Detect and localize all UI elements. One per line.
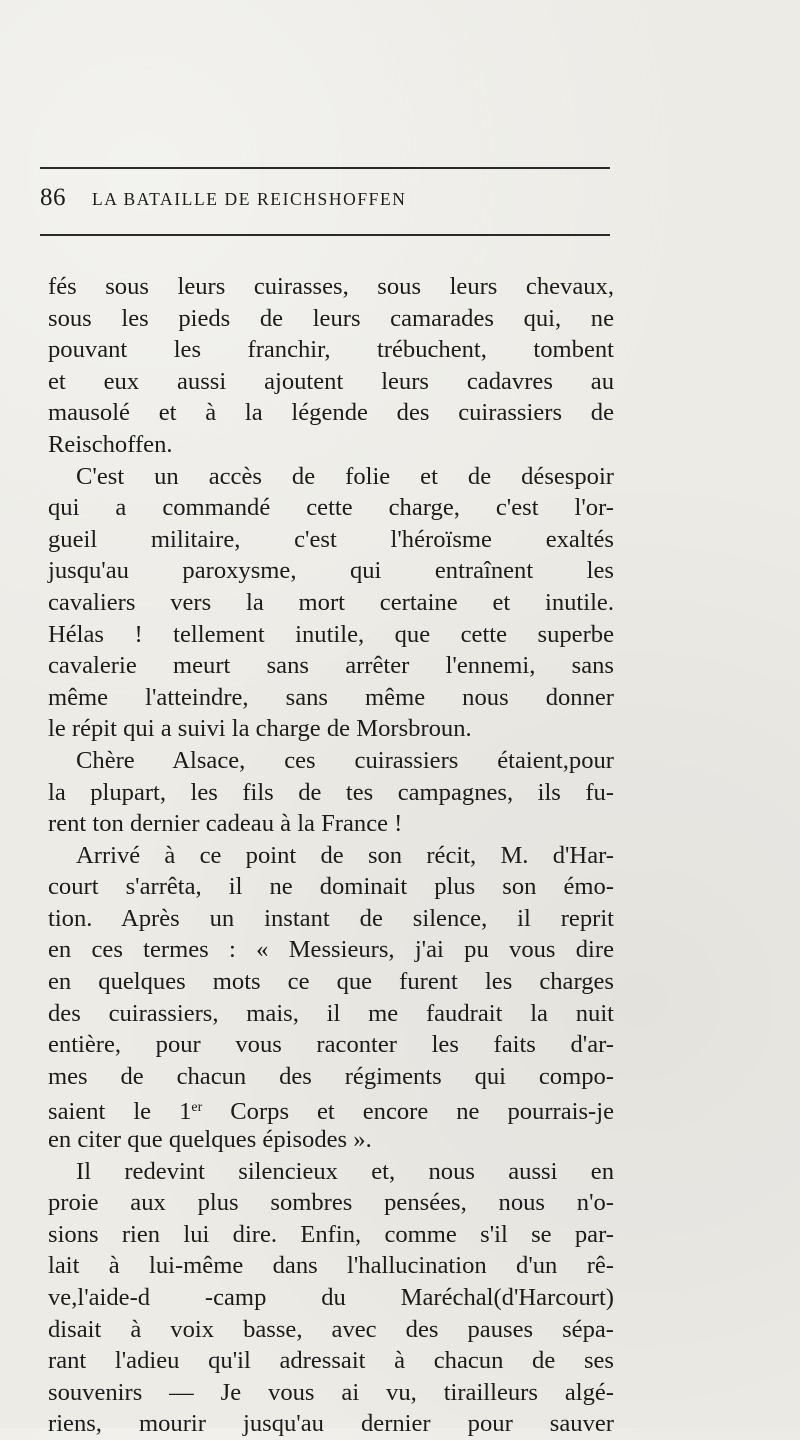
text-line: C'est un accès de folie et de désespoir xyxy=(76,462,614,490)
paragraph xyxy=(48,745,614,840)
text-line: tion. Après un instant de silence, il reprit xyxy=(48,904,614,932)
ordinal-superscript: er xyxy=(191,1100,203,1116)
running-head xyxy=(40,184,610,218)
text-line: proie aux plus sombres pensées, nous n'o- xyxy=(48,1189,614,1217)
text-line: saient le 1er Corps et encore ne pourrais-je xyxy=(48,1098,614,1126)
paragraph xyxy=(48,1156,614,1440)
text-line: court s'arrêta, il ne dominait plus son émo- xyxy=(48,873,614,901)
text-line: disait à voix basse, avec des pauses sépa- xyxy=(48,1315,614,1343)
text-line: sous les pieds de leurs camarades qui, ne xyxy=(48,304,614,332)
text-line: Arrivé à ce point de son récit, M. d'Har- xyxy=(76,841,614,869)
text-line: entière, pour vous raconter les faits d'ar- xyxy=(48,1031,614,1059)
running-title: LA BATAILLE DE REICHSHOFFEN xyxy=(92,189,407,209)
text-line: mausolé et à la légende des cuirassiers de xyxy=(48,399,614,427)
text-line: fés sous leurs cuirasses, sous leurs chevaux, xyxy=(48,273,614,300)
text-line: rant l'adieu qu'il adressait à chacun de ses xyxy=(48,1347,614,1375)
text-line: lait à lui-même dans l'hallucination d'un rê- xyxy=(48,1252,614,1280)
header-rule-top xyxy=(40,167,610,169)
text-line: mes de chacun des régiments qui compo- xyxy=(48,1062,614,1090)
text-line: même l'atteindre, sans même nous donner xyxy=(48,683,614,711)
text-line: Chère Alsace, ces cuirassiers étaient,pour xyxy=(76,746,614,774)
text-line: riens, mourir jusqu'au dernier pour sauver xyxy=(48,1410,614,1438)
text-line: et eux aussi ajoutent leurs cadavres au xyxy=(48,367,614,395)
text-line: en citer que quelques épisodes ». xyxy=(48,1126,372,1154)
text-line: le répit qui a suivi la charge de Morsbroun. xyxy=(48,715,472,743)
text-line: souvenirs — Je vous ai vu, tirailleurs algé- xyxy=(48,1378,614,1406)
text-line: qui a commandé cette charge, c'est l'or- xyxy=(48,494,614,522)
text-line: des cuirassiers, mais, il me faudrait la nuit xyxy=(48,999,614,1027)
text-line: gueil militaire, c'est l'héroïsme exaltés xyxy=(48,525,614,553)
text-line: cavalerie meurt sans arrêter l'ennemi, sans xyxy=(48,652,614,680)
text-line: jusqu'au paroxysme, qui entraînent les xyxy=(48,557,614,585)
text-line: Reischoffen. xyxy=(48,430,173,458)
text-line: ve,l'aide-d -camp du Maréchal(d'Harcourt) xyxy=(48,1284,614,1311)
text-line: Il redevint silencieux et, nous aussi en xyxy=(76,1157,614,1185)
paragraph xyxy=(48,840,614,1156)
body-text xyxy=(48,271,614,1440)
paragraph xyxy=(48,461,614,745)
paragraph xyxy=(48,271,614,461)
text-line: pouvant les franchir, trébuchent, tombent xyxy=(48,336,614,364)
header-rule-bottom xyxy=(40,234,610,236)
text-line: rent ton dernier cadeau à la France ! xyxy=(48,810,403,838)
text-line: sions rien lui dire. Enfin, comme s'il se par- xyxy=(48,1220,614,1248)
text-line: en ces termes : « Messieurs, j'ai pu vous dire xyxy=(48,936,614,964)
text-line: en quelques mots ce que furent les charges xyxy=(48,968,614,996)
page-number: 86 xyxy=(40,184,66,211)
text-line: Hélas ! tellement inutile, que cette superbe xyxy=(48,620,614,648)
text-line: cavaliers vers la mort certaine et inutile. xyxy=(48,588,614,616)
text-line: la plupart, les fils de tes campagnes, ils fu- xyxy=(48,778,614,806)
